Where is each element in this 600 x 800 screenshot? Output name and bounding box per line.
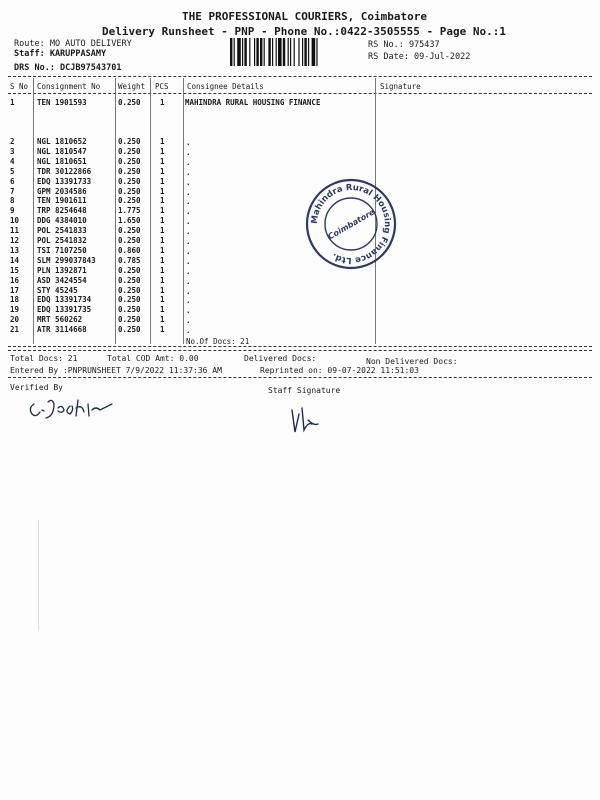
table-row	[10, 295, 370, 305]
row-sno: 7	[10, 186, 15, 196]
table-row	[10, 98, 370, 108]
row-weight: 0.250	[118, 275, 141, 285]
row-consignment-no: DDG 4384010	[37, 216, 87, 226]
row-pcs: 1	[160, 305, 165, 315]
company-stamp	[305, 178, 397, 270]
reprinted-on: Reprinted on: 09-07-2022 11:51:03	[260, 366, 419, 375]
row-sno: 15	[10, 265, 20, 275]
col-header-signature: Signature	[380, 82, 421, 91]
row-sno: 5	[10, 166, 15, 176]
table-row	[10, 167, 370, 177]
total-docs: Total Docs: 21	[10, 354, 78, 363]
row-consignment-no: NGL 1810547	[37, 146, 87, 156]
row-weight: 0.250	[118, 186, 141, 196]
row-weight: 0.250	[118, 156, 141, 166]
row-sno: 1	[10, 98, 15, 107]
staff-label: Staff: KARUPPASAMY	[14, 49, 107, 59]
row-weight: 1.650	[118, 216, 141, 226]
row-consignee-details: .	[186, 296, 191, 306]
row-sno: 13	[10, 245, 20, 255]
row-consignment-no: PLN 1392871	[37, 265, 87, 275]
row-consignee-details: .	[186, 256, 191, 266]
table-row	[10, 305, 370, 315]
row-consignee-details: .	[186, 326, 191, 336]
row-weight: 0.250	[118, 137, 141, 146]
row-weight: 0.860	[118, 245, 141, 255]
table-row	[10, 276, 370, 286]
company-title: THE PROFESSIONAL COURIERS, Coimbatore	[182, 10, 428, 23]
col-header-pcs: PCS	[155, 82, 169, 91]
row-consignee-details: .	[186, 227, 191, 237]
row-sno: 9	[10, 206, 15, 216]
runsheet-title: Delivery Runsheet - PNP - Phone No.:0422-3505555 - Page No.:1	[102, 25, 506, 38]
row-pcs: 1	[160, 186, 165, 196]
row-consignment-no: EDQ 13391733	[37, 176, 92, 186]
delivered-docs: Delivered Docs:	[244, 354, 317, 363]
stamp-outer-text: Mahindra Rural Housing Finance Ltd.	[309, 182, 393, 266]
row-pcs: 1	[160, 236, 165, 245]
row-consignment-no: STY 45245	[37, 285, 78, 295]
row-consignee-details: .	[186, 187, 191, 197]
table-row	[10, 157, 370, 167]
row-sno: 19	[10, 305, 20, 315]
row-pcs: 1	[160, 206, 165, 216]
barcode	[230, 38, 362, 66]
row-weight: 0.250	[118, 226, 141, 236]
row-pcs: 1	[160, 255, 165, 265]
row-consignee-details: .	[186, 177, 191, 187]
row-consignment-no: TEN 1901611	[37, 196, 87, 206]
row-consignment-no: EDQ 13391734	[37, 295, 92, 305]
row-consignee-details: .	[186, 147, 191, 157]
row-pcs: 1	[160, 226, 165, 236]
row-pcs: 1	[160, 216, 165, 226]
row-sno: 21	[10, 325, 20, 335]
row-pcs: 1	[160, 98, 165, 107]
row-consignment-no: EDQ 13391735	[37, 305, 92, 315]
row-consignee-details: .	[186, 157, 191, 167]
non-delivered-docs: Non Delivered Docs:	[366, 357, 458, 366]
row-weight: 0.250	[118, 196, 141, 206]
row-weight: 1.775	[118, 206, 141, 216]
row-consignee-details: MAHINDRA RURAL HOUSING FINANCE	[185, 98, 321, 107]
row-pcs: 1	[160, 295, 165, 305]
row-consignment-no: POL 2541833	[37, 226, 87, 236]
total-cod-amount: Total COD Amt: 0.00	[107, 354, 199, 363]
row-pcs: 1	[160, 166, 165, 176]
row-consignment-no: TRP 8254648	[37, 206, 87, 216]
row-consignment-no: NGL 1810652	[37, 137, 87, 146]
row-weight: 0.250	[118, 285, 141, 295]
row-consignee-details: .	[186, 138, 191, 147]
row-consignment-no: GPM 2034586	[37, 186, 87, 196]
row-weight: 0.250	[118, 166, 141, 176]
route-label: Route: MO AUTO DELIVERY	[14, 39, 132, 49]
row-pcs: 1	[160, 146, 165, 156]
col-header-details: Consignee Details	[187, 82, 264, 91]
staff-signature	[286, 404, 326, 440]
row-consignee-details: .	[186, 237, 191, 246]
row-pcs: 1	[160, 285, 165, 295]
rs-date: RS Date: 09-Jul-2022	[368, 52, 471, 62]
drs-number: DRS No.: DCJB97543701	[14, 63, 122, 73]
verified-by-label: Verified By	[10, 383, 63, 392]
row-pcs: 1	[160, 137, 165, 146]
no-of-docs: No.Of Docs: 21	[186, 337, 250, 346]
row-consignee-details: .	[186, 286, 191, 296]
rs-number: RS No.: 975437	[368, 40, 440, 50]
row-consignment-no: TSI 7107250	[37, 245, 87, 255]
row-consignee-details: .	[186, 266, 191, 276]
row-pcs: 1	[160, 245, 165, 255]
row-consignee-details: .	[186, 217, 191, 227]
entered-by: Entered By :PNPRUNSHEET 7/9/2022 11:37:36 AM	[10, 366, 222, 375]
row-weight: 0.250	[118, 146, 141, 156]
table-row	[10, 325, 370, 335]
row-sno: 3	[10, 146, 15, 156]
row-consignment-no: ATR 3114668	[37, 325, 87, 335]
row-consignee-details: .	[186, 207, 191, 217]
row-weight: 0.250	[118, 305, 141, 315]
stamp-inner-text: Coimbatore	[326, 207, 377, 242]
row-sno: 17	[10, 285, 20, 295]
row-pcs: 1	[160, 315, 165, 325]
row-weight: 0.250	[118, 176, 141, 186]
row-weight: 0.250	[118, 325, 141, 335]
row-consignee-details: .	[186, 276, 191, 286]
table-row	[10, 286, 370, 296]
row-sno: 8	[10, 196, 15, 206]
row-weight: 0.250	[118, 98, 141, 107]
row-consignment-no: SLM 299037843	[37, 255, 96, 265]
row-sno: 10	[10, 216, 20, 226]
row-sno: 16	[10, 275, 20, 285]
col-header-weight: Weight	[118, 82, 146, 91]
row-sno: 14	[10, 255, 20, 265]
row-consignee-details: .	[186, 167, 191, 177]
row-consignment-no: TEN 1901593	[37, 98, 87, 107]
row-pcs: 1	[160, 265, 165, 275]
row-weight: 0.250	[118, 315, 141, 325]
row-consignment-no: MRT 560262	[37, 315, 83, 325]
row-consignment-no: NGL 1810651	[37, 156, 87, 166]
row-pcs: 1	[160, 176, 165, 186]
row-weight: 0.785	[118, 255, 141, 265]
row-pcs: 1	[160, 196, 165, 206]
col-header-sno: S No	[10, 82, 29, 91]
row-consignment-no: TDR 30122866	[37, 166, 92, 176]
verifier-signature	[26, 394, 126, 424]
table-row	[10, 315, 370, 325]
table-row	[10, 137, 370, 147]
row-sno: 18	[10, 295, 20, 305]
row-pcs: 1	[160, 156, 165, 166]
scan-artifact-line	[38, 520, 39, 630]
row-sno: 4	[10, 156, 15, 166]
staff-signature-label: Staff Signature	[268, 386, 341, 395]
row-sno: 6	[10, 176, 15, 186]
row-weight: 0.250	[118, 265, 141, 275]
row-consignee-details: .	[186, 197, 191, 207]
table-row	[10, 147, 370, 157]
row-sno: 12	[10, 236, 20, 245]
row-pcs: 1	[160, 275, 165, 285]
row-pcs: 1	[160, 325, 165, 335]
row-consignee-details: .	[186, 316, 191, 326]
row-sno: 20	[10, 315, 20, 325]
row-consignment-no: ASD 3424554	[37, 275, 87, 285]
row-sno: 2	[10, 137, 15, 146]
col-header-consignment: Consignment No	[37, 82, 101, 91]
row-sno: 11	[10, 226, 20, 236]
row-consignee-details: .	[186, 246, 191, 256]
row-weight: 0.250	[118, 236, 141, 245]
row-consignee-details: .	[186, 306, 191, 316]
row-weight: 0.250	[118, 295, 141, 305]
row-consignment-no: POL 2541832	[37, 236, 87, 245]
